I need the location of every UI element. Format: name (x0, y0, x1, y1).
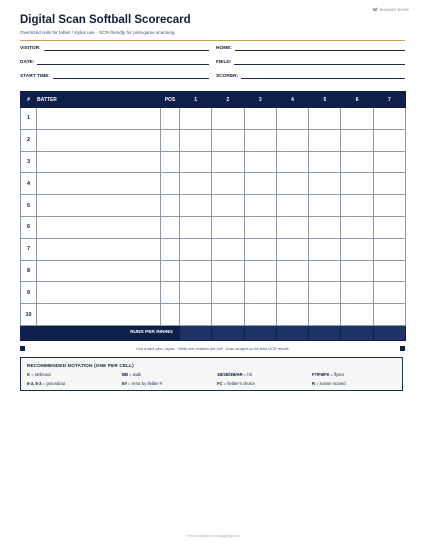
batting-order-number: 7 (21, 238, 37, 260)
position-cell[interactable] (161, 151, 180, 173)
inning-7-cell[interactable] (373, 282, 405, 304)
inning-3-cell[interactable] (244, 216, 276, 238)
position-cell[interactable] (161, 260, 180, 282)
inning-7-cell[interactable] (373, 304, 405, 326)
inning-2-cell[interactable] (212, 260, 244, 282)
header-inning-3: 3 (244, 92, 276, 108)
batter-name-cell[interactable] (37, 238, 161, 260)
runs-cell-inning-1[interactable] (180, 325, 212, 340)
title-divider (20, 40, 405, 41)
inning-6-cell[interactable] (341, 173, 373, 195)
inning-5-cell[interactable] (309, 195, 341, 217)
dog-icon (372, 7, 378, 12)
brand-logo (372, 7, 409, 12)
batter-row (21, 282, 406, 304)
inning-2-cell[interactable] (212, 151, 244, 173)
start-time-label: START TIME: (20, 74, 51, 79)
batter-name-cell[interactable] (37, 108, 161, 130)
inning-2-cell[interactable] (212, 195, 244, 217)
runs-cell-inning-4[interactable] (276, 325, 308, 340)
notation-title: RECOMMENDED NOTATION (ONE PER CELL) (27, 363, 134, 368)
position-cell[interactable] (161, 173, 180, 195)
batter-name-cell[interactable] (37, 129, 161, 151)
header-batter: BATTER (37, 92, 161, 108)
position-cell[interactable] (161, 216, 180, 238)
inning-4-cell[interactable] (276, 195, 308, 217)
inning-3-cell[interactable] (244, 304, 276, 326)
inning-3-cell[interactable] (244, 108, 276, 130)
inning-2-cell[interactable] (212, 129, 244, 151)
inning-2-cell[interactable] (212, 304, 244, 326)
inning-3-cell[interactable] (244, 260, 276, 282)
inning-7-cell[interactable] (373, 260, 405, 282)
batter-row (21, 216, 406, 238)
field-label: FIELD: (216, 60, 232, 65)
batting-order-number: 5 (21, 195, 37, 217)
inning-3-cell[interactable] (244, 195, 276, 217)
footer-text: Free download from shaggydogs.com (187, 534, 241, 538)
inning-4-cell[interactable] (276, 173, 308, 195)
page-title: Digital Scan Softball Scorecard (20, 14, 191, 26)
batter-name-cell[interactable] (37, 282, 161, 304)
batter-name-cell[interactable] (37, 195, 161, 217)
date-label: DATE: (20, 60, 35, 65)
inning-3-cell[interactable] (244, 129, 276, 151)
inning-5-cell[interactable] (309, 260, 341, 282)
position-cell[interactable] (161, 195, 180, 217)
batter-name-cell[interactable] (37, 304, 161, 326)
runs-per-inning-label: RUNS PER INNING (21, 325, 180, 340)
header-inning-6: 6 (341, 92, 373, 108)
runs-cell-inning-7[interactable] (373, 325, 405, 340)
inning-5-cell[interactable] (309, 151, 341, 173)
inning-6-cell[interactable] (341, 108, 373, 130)
batter-row (21, 129, 406, 151)
inning-1-cell[interactable] (180, 151, 212, 173)
inning-7-cell[interactable] (373, 151, 405, 173)
header-inning-4: 4 (276, 92, 308, 108)
inning-2-cell[interactable] (212, 238, 244, 260)
inning-7-cell[interactable] (373, 129, 405, 151)
inning-4-cell[interactable] (276, 304, 308, 326)
header-inning-5: 5 (309, 92, 341, 108)
inning-4-cell[interactable] (276, 151, 308, 173)
inning-6-cell[interactable] (341, 216, 373, 238)
inning-6-cell[interactable] (341, 151, 373, 173)
inning-6-cell[interactable] (341, 195, 373, 217)
batter-name-cell[interactable] (37, 173, 161, 195)
visitor-input-line[interactable] (44, 44, 209, 51)
scorecard-table (20, 91, 406, 341)
start-time-field[interactable] (20, 72, 209, 79)
inning-1-cell[interactable] (180, 108, 212, 130)
batter-row (21, 173, 406, 195)
batting-order-number: 2 (21, 129, 37, 151)
position-cell[interactable] (161, 129, 180, 151)
field-field[interactable] (216, 58, 405, 65)
notation-item: 1B/2B/3B/HR = hit (217, 372, 252, 377)
inning-4-cell[interactable] (276, 260, 308, 282)
inning-3-cell[interactable] (244, 238, 276, 260)
date-input-line[interactable] (37, 58, 209, 65)
batter-row (21, 304, 406, 326)
header-number: # (21, 92, 37, 108)
usage-hint: Use a dark pen / stylus · Write one notation per cell · Scan straight-on for best OCR results (136, 347, 289, 351)
date-field[interactable] (20, 58, 209, 65)
field-input-line[interactable] (234, 58, 405, 65)
footer-credit (0, 534, 425, 538)
inning-1-cell[interactable] (180, 238, 212, 260)
header-inning-2: 2 (212, 92, 244, 108)
inning-4-cell[interactable] (276, 282, 308, 304)
inning-2-cell[interactable] (212, 173, 244, 195)
batter-row (21, 108, 406, 130)
inning-1-cell[interactable] (180, 216, 212, 238)
notation-legend (20, 357, 403, 391)
inning-6-cell[interactable] (341, 238, 373, 260)
inning-5-cell[interactable] (309, 216, 341, 238)
scorer-label: SCORER: (216, 74, 239, 79)
header-pos: POS (161, 92, 180, 108)
inning-4-cell[interactable] (276, 129, 308, 151)
notation-item: E# = error by fielder # (122, 381, 163, 386)
inning-6-cell[interactable] (341, 282, 373, 304)
batting-order-number: 1 (21, 108, 37, 130)
inning-7-cell[interactable] (373, 195, 405, 217)
inning-3-cell[interactable] (244, 151, 276, 173)
batter-name-cell[interactable] (37, 216, 161, 238)
inning-7-cell[interactable] (373, 238, 405, 260)
table-header-row (21, 92, 406, 108)
inning-7-cell[interactable] (373, 216, 405, 238)
runs-cell-inning-6[interactable] (341, 325, 373, 340)
inning-1-cell[interactable] (180, 304, 212, 326)
inning-1-cell[interactable] (180, 282, 212, 304)
inning-6-cell[interactable] (341, 304, 373, 326)
inning-5-cell[interactable] (309, 173, 341, 195)
inning-7-cell[interactable] (373, 173, 405, 195)
home-input-line[interactable] (235, 44, 405, 51)
runs-cell-inning-5[interactable] (309, 325, 341, 340)
notation-item: 6-3, 5-3 = groundout (27, 381, 66, 386)
inning-6-cell[interactable] (341, 129, 373, 151)
batter-name-cell[interactable] (37, 151, 161, 173)
inning-5-cell[interactable] (309, 238, 341, 260)
notation-item: K = strikeout (27, 372, 51, 377)
inning-7-cell[interactable] (373, 108, 405, 130)
inning-3-cell[interactable] (244, 282, 276, 304)
inning-6-cell[interactable] (341, 260, 373, 282)
batting-order-number: 4 (21, 173, 37, 195)
inning-1-cell[interactable] (180, 129, 212, 151)
batter-name-cell[interactable] (37, 260, 161, 282)
footer-logo-icon: ○ (184, 534, 188, 538)
start-time-input-line[interactable] (53, 72, 209, 79)
home-field[interactable] (216, 44, 405, 51)
notation-item: R = runner scored (312, 381, 346, 386)
inning-2-cell[interactable] (212, 282, 244, 304)
position-cell[interactable] (161, 304, 180, 326)
header-inning-7: 7 (373, 92, 405, 108)
visitor-field[interactable] (20, 44, 209, 51)
batting-order-number: 3 (21, 151, 37, 173)
inning-4-cell[interactable] (276, 238, 308, 260)
position-cell[interactable] (161, 238, 180, 260)
inning-4-cell[interactable] (276, 216, 308, 238)
position-cell[interactable] (161, 282, 180, 304)
scorer-input-line[interactable] (241, 72, 405, 79)
inning-3-cell[interactable] (244, 173, 276, 195)
inning-5-cell[interactable] (309, 282, 341, 304)
batter-row (21, 238, 406, 260)
notation-item: FC = fielder's choice (217, 381, 255, 386)
batting-order-number: 8 (21, 260, 37, 282)
runs-cell-inning-2[interactable] (212, 325, 244, 340)
batting-order-number: 6 (21, 216, 37, 238)
batter-row (21, 151, 406, 173)
scorer-field[interactable] (216, 72, 405, 79)
visitor-label: VISITOR: (20, 46, 41, 51)
batter-row (21, 260, 406, 282)
position-cell[interactable] (161, 108, 180, 130)
inning-4-cell[interactable] (276, 108, 308, 130)
batting-order-number: 10 (21, 304, 37, 326)
home-label: HOME: (216, 46, 232, 51)
notation-item: BB = walk (122, 372, 142, 377)
inning-5-cell[interactable] (309, 304, 341, 326)
inning-1-cell[interactable] (180, 173, 212, 195)
inning-5-cell[interactable] (309, 108, 341, 130)
brand-name: SHAGGY DOGS (379, 7, 409, 12)
batting-order-number: 9 (21, 282, 37, 304)
inning-2-cell[interactable] (212, 216, 244, 238)
inning-1-cell[interactable] (180, 195, 212, 217)
batter-row (21, 195, 406, 217)
page-subtitle: Oversized cells for tablet / stylus use · OCR-friendly for post-game scanning (20, 30, 175, 35)
runs-cell-inning-3[interactable] (244, 325, 276, 340)
inning-1-cell[interactable] (180, 260, 212, 282)
notation-item: F7/F8/F9 = flyout (312, 372, 344, 377)
inning-2-cell[interactable] (212, 108, 244, 130)
header-inning-1: 1 (180, 92, 212, 108)
runs-per-inning-row (21, 325, 406, 340)
inning-5-cell[interactable] (309, 129, 341, 151)
